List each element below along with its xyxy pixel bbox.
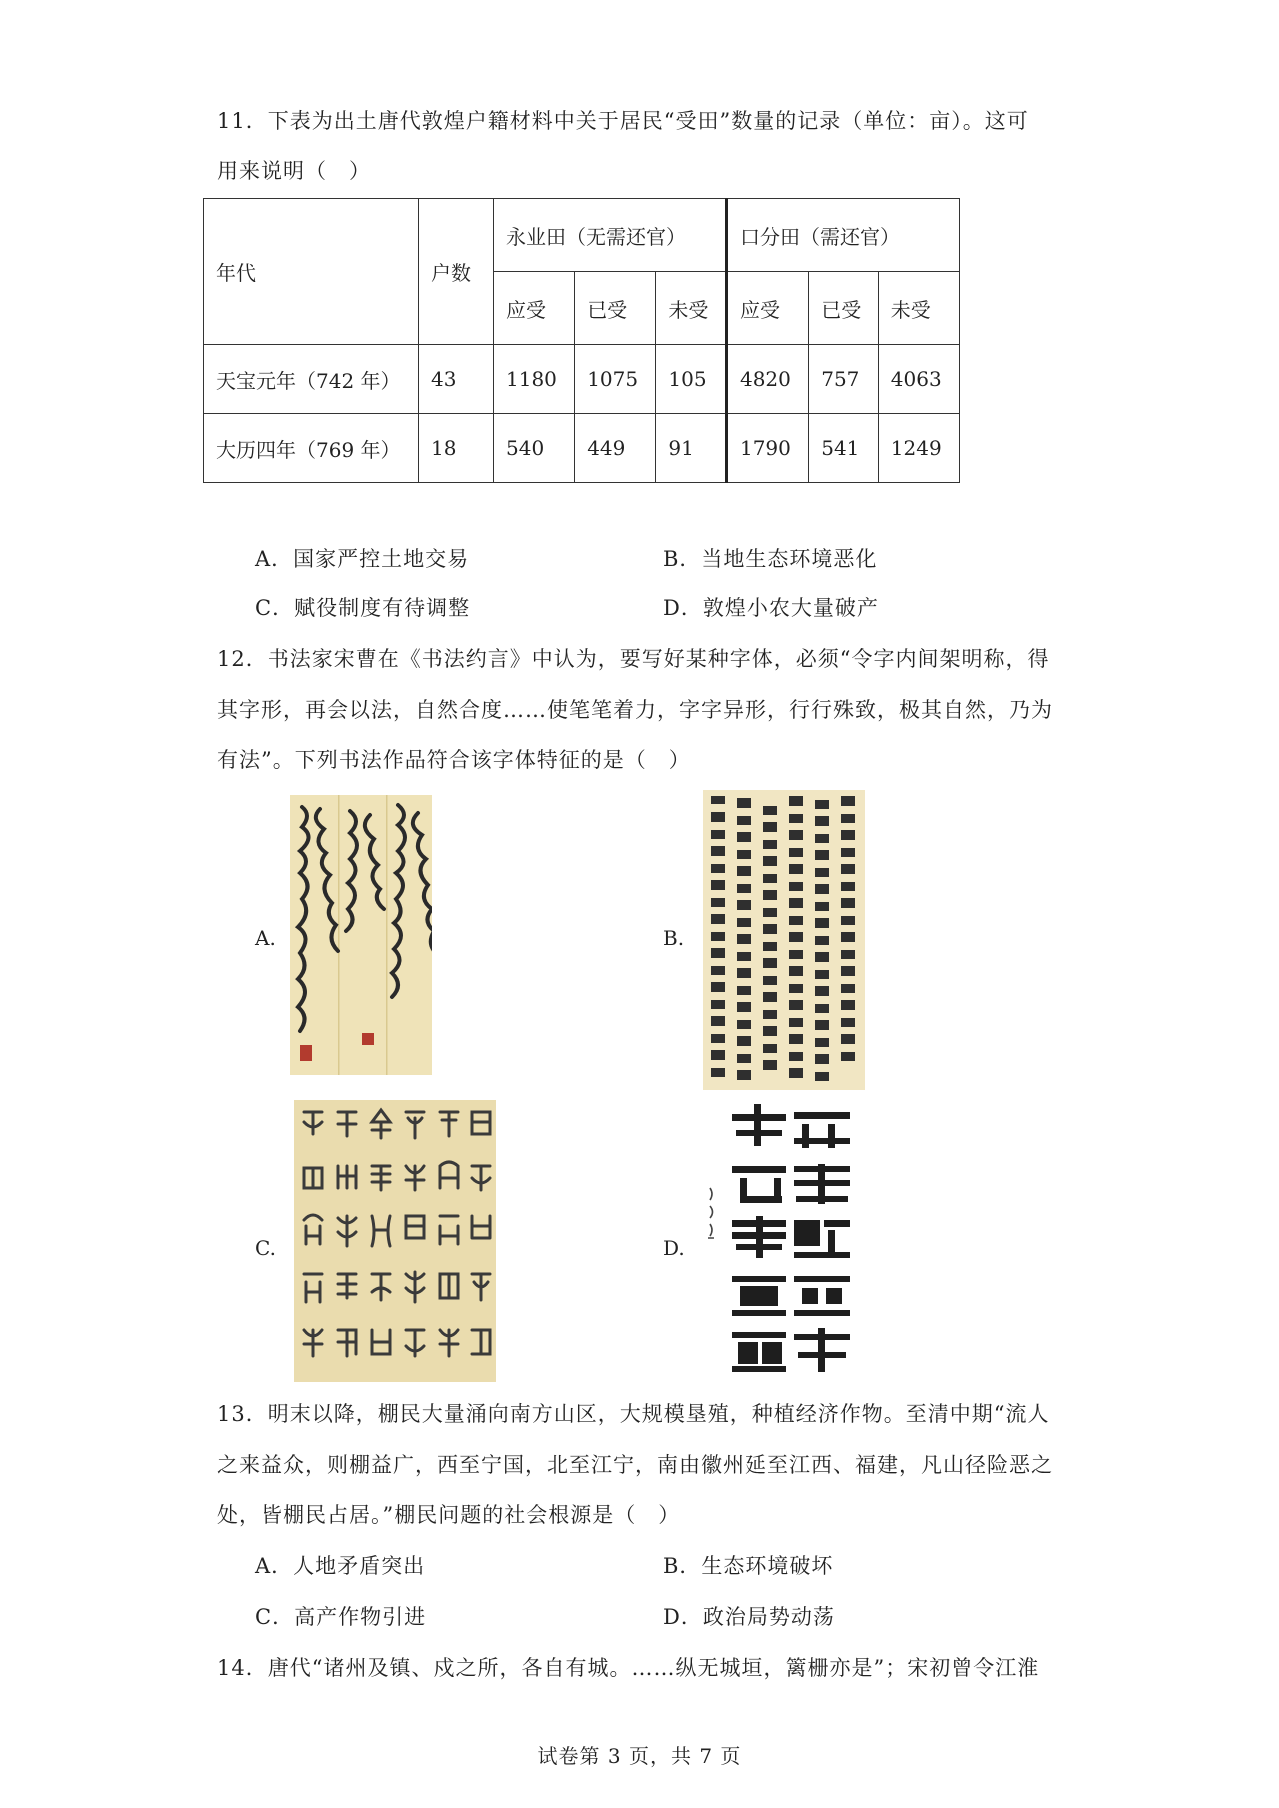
sub-header: 已受 <box>575 272 656 345</box>
clerical-script-calligraphy-image[interactable] <box>700 1098 870 1383</box>
q12-option-b-label[interactable]: B. <box>663 926 685 950</box>
q13-option-b[interactable]: B．生态环境破坏 <box>663 1554 834 1578</box>
cell: 1790 <box>726 414 808 483</box>
table-row <box>204 414 960 483</box>
table-row <box>204 345 960 414</box>
header-koufen: 口分田（需还官） <box>726 199 959 272</box>
seal-script-calligraphy-image[interactable] <box>294 1100 496 1382</box>
q12-option-a-label[interactable]: A. <box>255 926 276 950</box>
q11-option-b[interactable]: B．当地生态环境恶化 <box>663 547 878 571</box>
cell: 1180 <box>494 345 575 414</box>
header-year: 年代 <box>204 199 419 345</box>
row-year: 天宝元年（742 年） <box>204 345 419 414</box>
q13-option-c[interactable]: C．高产作物引进 <box>255 1605 427 1629</box>
q13-option-d[interactable]: D．政治局势动荡 <box>663 1605 835 1629</box>
sub-header: 未受 <box>878 272 959 345</box>
q12-stem-line3: 有法”。下列书法作品符合该字体特征的是（ ） <box>217 748 691 772</box>
row-households: 43 <box>419 345 494 414</box>
cell: 449 <box>575 414 656 483</box>
q13-stem-line3: 处，皆棚民占居。”棚民问题的社会根源是（ ） <box>217 1503 681 1527</box>
cell: 105 <box>656 345 727 414</box>
cell: 540 <box>494 414 575 483</box>
page-footer: 试卷第 3 页，共 7 页 <box>537 1744 742 1768</box>
q12-stem-line2: 其字形，再会以法，自然合度……使笔笔着力，字字异形，行行殊致，极其自然，乃为 <box>217 698 1053 722</box>
cell: 4820 <box>726 345 808 414</box>
q13-option-a[interactable]: A．人地矛盾突出 <box>255 1554 426 1578</box>
q11-stem-line2: 用来说明（ ） <box>217 159 371 183</box>
cell: 4063 <box>878 345 959 414</box>
header-yongye: 永业田（无需还官） <box>494 199 727 272</box>
cell: 541 <box>809 414 879 483</box>
q13-stem-line1: 13．明末以降，棚民大量涌向南方山区，大规模垦殖，种植经济作物。至清中期“流人 <box>217 1402 1050 1426</box>
row-households: 18 <box>419 414 494 483</box>
cell: 1075 <box>575 345 656 414</box>
sub-header: 应受 <box>726 272 808 345</box>
cell: 1249 <box>878 414 959 483</box>
header-households: 户数 <box>419 199 494 345</box>
running-script-calligraphy-image[interactable] <box>290 795 432 1075</box>
row-year: 大历四年（769 年） <box>204 414 419 483</box>
sub-header: 应受 <box>494 272 575 345</box>
q12-option-d-label[interactable]: D. <box>663 1236 685 1260</box>
q11-stem-line1: 11．下表为出土唐代敦煌户籍材料中关于居民“受田”数量的记录（单位：亩）。这可 <box>217 109 1029 133</box>
regular-script-calligraphy-image[interactable] <box>703 790 865 1090</box>
q13-stem-line2: 之来益众，则棚益广，西至宁国，北至江宁，南由徽州延至江西、福建，凡山径险恶之 <box>217 1453 1053 1477</box>
household-register-table <box>203 198 960 483</box>
q12-option-c-label[interactable]: C. <box>255 1236 276 1260</box>
q12-stem-line1: 12．书法家宋曹在《书法约言》中认为，要写好某种字体，必须“令字内间架明称，得 <box>217 647 1050 671</box>
sub-header: 未受 <box>656 272 727 345</box>
q11-option-a[interactable]: A．国家严控土地交易 <box>255 547 470 571</box>
sub-header: 已受 <box>809 272 879 345</box>
q11-option-d[interactable]: D．敦煌小农大量破产 <box>663 596 879 620</box>
q11-option-c[interactable]: C．赋役制度有待调整 <box>255 596 471 620</box>
cell: 91 <box>656 414 727 483</box>
q14-stem-line1: 14．唐代“诸州及镇、戍之所，各自有城。……纵无城垣，篱栅亦是”；宋初曾令江淮 <box>217 1656 1040 1680</box>
cell: 757 <box>809 345 879 414</box>
